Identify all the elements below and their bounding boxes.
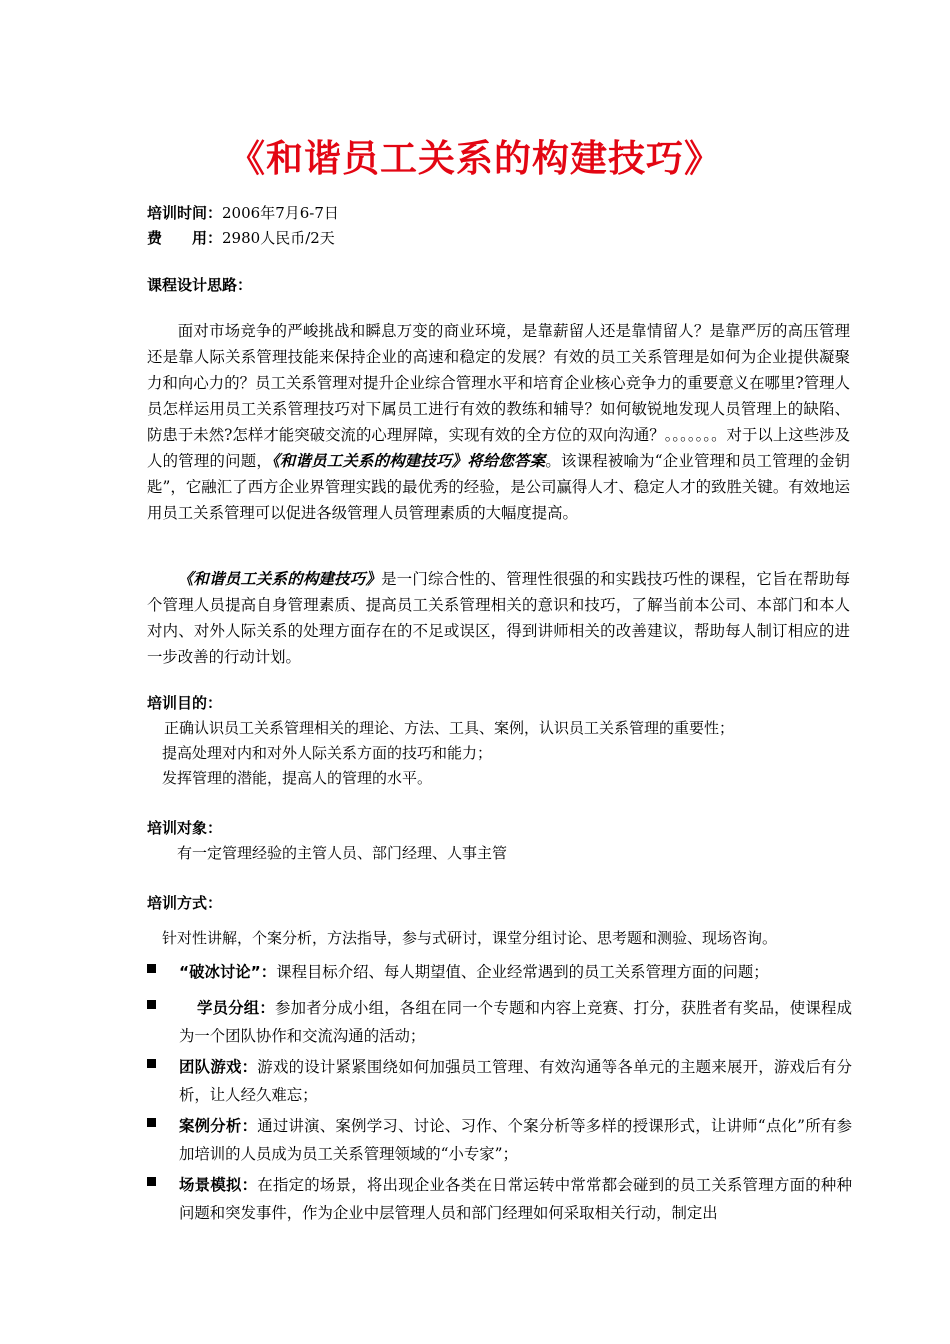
design-paragraph-1-text: 面对市场竞争的严峻挑战和瞬息万变的商业环境，是靠薪留人还是靠情留人？是靠严厉的高压管理还是靠人际关系管理技能来保持企业的高速和稳定的发展？有效的员工关系管理是如何为企业提供凝聚力和向心力的？员工关系管理对提升企业综合管理水平和培育企业核心竞争力的重要意义在哪里?管理人员怎样运用员工关系管理技巧对下属员工进行有效的教练和辅导？如何敏锐地发现人员管理上的缺陷、防患于未然?怎样才能突破交流的心理屏障，实现有效的全方位的双向沟通？。。。。。。。对于以上这些涉及人的管理的问题， [147,322,850,470]
square-bullet-icon [147,964,156,973]
bullet-text: 课程目标介绍、每人期望值、企业经常遇到的员工关系管理方面的问题； [276,963,769,981]
bullet-text: 通过讲演、案例学习、讨论、习作、个案分析等多样的授课形式，让讲师“点化”所有参加培训的人员成为员工关系管理领域的“小专家”； [179,1117,852,1163]
bullet-text: 在指定的场景，将出现企业各类在日常运转中常常都会碰到的员工关系管理方面的种种问题和突发事件，作为企业中层管理人员和部门经理如何采取相关行动，制定出 [179,1176,852,1222]
design-paragraph-2 [147,566,850,670]
method-heading: 培训方式： [147,894,223,912]
audience-heading: 培训对象： [147,819,223,837]
square-bullet-icon [147,1059,156,1068]
fee-row [147,228,335,248]
fee-label: 费 用： [147,229,223,247]
design-paragraph-1 [147,318,850,526]
bullet-text: 游戏的设计紧紧围绕如何加强员工管理、有效沟通等各单元的主题来展开，游戏后有分析，让人经久难忘； [179,1058,852,1104]
bullet-lead: 案例分析： [179,1117,258,1135]
fee-value: 2980人民币/2天 [222,229,335,247]
bullet-text: 参加者分成小组，各组在同一个专题和内容上竞赛、打分，获胜者有奖品，使课程成为一个团队协作和交流沟通的活动； [179,999,852,1045]
bullet-lead: 学员分组： [197,999,275,1017]
bullet-lead: 团队游戏： [179,1058,258,1076]
purpose-heading: 培训目的： [147,694,223,712]
purpose-item: 提高处理对内和对外人际关系方面的技巧和能力； [162,744,493,762]
purpose-item: 正确认识员工关系管理相关的理论、方法、工具、案例，认识员工关系管理的重要性； [164,719,735,737]
design-paragraph-2-emphasis: 《和谐员工关系的构建技巧》 [177,570,382,588]
page-title: 《和谐员工关系的构建技巧》 [228,137,722,180]
audience-text: 有一定管理经验的主管人员、部门经理、人事主管 [177,844,508,862]
training-time-value: 2006年7月6-7日 [222,204,339,222]
design-paragraph-1-tail: 。该课程被喻为“企业管理和员工管理的金钥匙”，它融汇了西方企业界管理实践的最优秀的经验，是公司赢得人才、稳定人才的致胜关键。有效地运用员工关系管理可以促进各级管理人员管理素质的大幅度提高。 [147,452,850,522]
square-bullet-icon [147,1000,156,1009]
training-time-label: 培训时间： [147,204,223,222]
training-time-row [147,203,339,223]
method-intro: 针对性讲解，个案分析，方法指导，参与式研讨，课堂分组讨论、思考题和测验、现场咨询。 [162,929,778,947]
design-heading: 课程设计思路： [147,276,253,294]
bullet-lead: 场景模拟： [179,1176,258,1194]
square-bullet-icon [147,1177,156,1186]
bullet-lead: “破冰讨论”： [179,963,277,981]
design-paragraph-1-emphasis: 《和谐员工关系的构建技巧》将给您答案 [271,452,546,470]
design-paragraph-2-text: 是一门综合性的、管理性很强的和实践技巧性的课程，它旨在帮助每个管理人员提高自身管理素质、提高员工关系管理相关的意识和技巧，了解当前本公司、本部门和本人对内、对外人际关系的处理方面存在的不足或误区，得到讲师相关的改善建议，帮助每人制订相应的进一步改善的行动计划。 [147,570,850,666]
square-bullet-icon [147,1118,156,1127]
purpose-item: 发挥管理的潜能，提高人的管理的水平。 [162,769,433,787]
